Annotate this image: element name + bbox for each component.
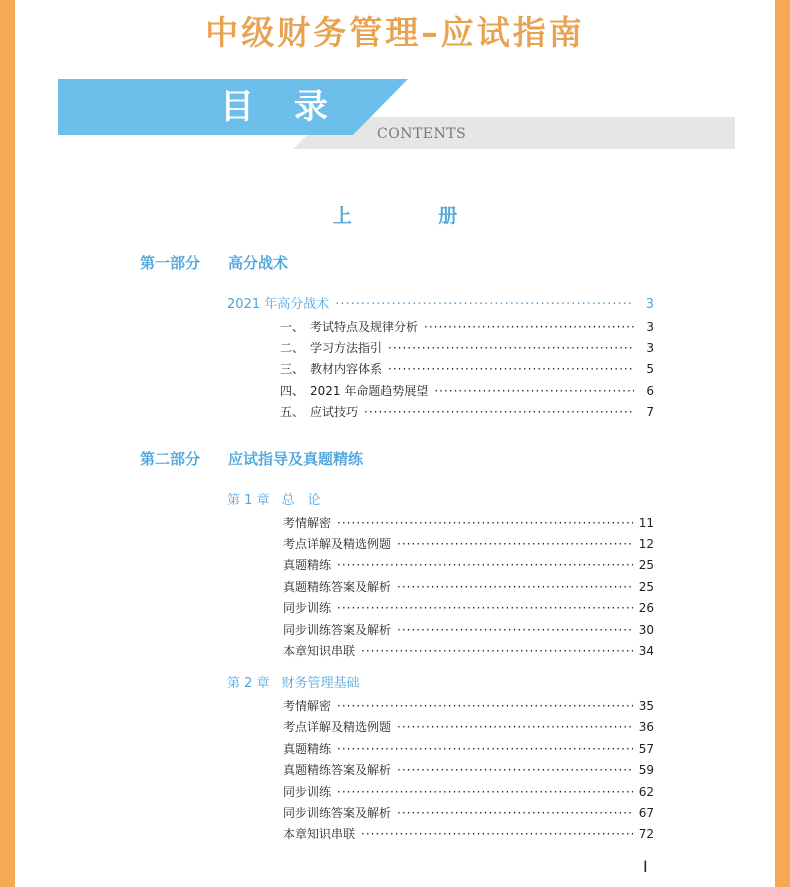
entry-label: 2021 年命题趋势展望 (310, 384, 429, 398)
dot-leader (388, 361, 634, 377)
dot-leader (337, 515, 633, 531)
dot-leader (397, 622, 633, 638)
part-title: 高分战术 (228, 254, 289, 272)
entry-index: 二、 (280, 341, 305, 355)
chapter-number: 第 1 章 (227, 493, 270, 508)
toc-entry[interactable] (283, 719, 654, 735)
page-number: I (643, 857, 648, 876)
entry-page: 12 (638, 537, 654, 551)
entry-page: 5 (646, 362, 654, 376)
book-title: 中级财务管理–应试指南 (205, 13, 585, 52)
dot-leader (337, 600, 633, 616)
toc-entry[interactable] (283, 622, 654, 638)
part-number: 第二部分 (140, 450, 201, 468)
entry-label: 学习方法指引 (310, 341, 383, 355)
entry-page: 11 (638, 516, 654, 530)
entry-page: 57 (638, 742, 654, 756)
chapter-title: 总 论 (281, 493, 321, 508)
entry-label: 本章知识串联 (283, 644, 356, 658)
entry-page: 30 (638, 623, 654, 637)
part-title: 应试指导及真题精练 (228, 450, 364, 468)
toc-entry[interactable] (283, 741, 654, 757)
entry-page: 26 (638, 601, 654, 615)
entry-label: 真题精练答案及解析 (283, 580, 392, 594)
toc-entry[interactable] (283, 762, 654, 778)
toc-page (15, 0, 775, 887)
toc-entry[interactable] (283, 600, 654, 616)
entry-page: 34 (638, 644, 654, 658)
entry-page: 36 (638, 720, 654, 734)
entry-page: 72 (638, 827, 654, 841)
toc-entry[interactable] (283, 643, 654, 659)
entry-index: 四、 (280, 384, 305, 398)
toc-chapter-entry[interactable] (227, 297, 654, 313)
toc-entry[interactable] (283, 536, 654, 552)
toc-entry[interactable] (280, 361, 654, 377)
entry-page: 25 (638, 558, 654, 572)
entry-page: 67 (638, 806, 654, 820)
entry-label: 同步训练 (283, 785, 332, 799)
toc-entry[interactable] (280, 404, 654, 420)
toc-entry[interactable] (283, 826, 654, 842)
dot-leader (397, 536, 633, 552)
toc-entry[interactable] (283, 515, 654, 531)
entry-page: 35 (638, 699, 654, 713)
part-heading (140, 448, 363, 470)
entry-label: 考点详解及精选例题 (283, 720, 392, 734)
entry-index: 三、 (280, 362, 305, 376)
dot-leader (397, 579, 633, 595)
volume-title: 上 册 (332, 205, 498, 227)
entry-label: 同步训练答案及解析 (283, 623, 392, 637)
dot-leader (337, 784, 633, 800)
entry-label: 本章知识串联 (283, 827, 356, 841)
toc-entry[interactable] (283, 805, 654, 821)
chapter-title: 财务管理基础 (281, 676, 360, 691)
dot-leader (397, 762, 633, 778)
toc-entry[interactable] (283, 557, 654, 573)
part-number: 第一部分 (140, 254, 201, 272)
dot-leader (337, 741, 633, 757)
toc-entry[interactable] (280, 340, 654, 356)
entry-page: 3 (646, 341, 654, 355)
chapter-heading[interactable] (227, 676, 360, 692)
entry-page: 3 (645, 297, 654, 312)
entry-page: 3 (646, 320, 654, 334)
toc-entry[interactable] (280, 383, 654, 399)
entry-label: 真题精练 (283, 558, 332, 572)
entry-label: 考情解密 (283, 699, 332, 713)
dot-leader (337, 557, 633, 573)
dot-leader (361, 643, 633, 659)
dot-leader (361, 826, 633, 842)
entry-page: 6 (646, 384, 654, 398)
toc-entry[interactable] (283, 698, 654, 714)
dot-leader (424, 319, 634, 335)
dot-leader (364, 404, 634, 420)
chapter-number: 第 2 章 (227, 676, 270, 691)
dot-leader (397, 719, 633, 735)
toc-entry[interactable] (283, 579, 654, 595)
entry-page: 62 (638, 785, 654, 799)
entry-label: 考试特点及规律分析 (310, 320, 419, 334)
part-heading (140, 252, 288, 274)
dot-leader (434, 383, 634, 399)
entry-label: 考情解密 (283, 516, 332, 530)
dot-leader (388, 340, 634, 356)
toc-entry[interactable] (280, 319, 654, 335)
entry-page: 59 (638, 763, 654, 777)
entry-index: 一、 (280, 320, 305, 334)
dot-leader (335, 297, 634, 313)
toc-entry[interactable] (283, 784, 654, 800)
dot-leader (397, 805, 633, 821)
toc-heading-english: CONTENTS (377, 126, 467, 142)
entry-page: 25 (638, 580, 654, 594)
entry-label: 2021 年高分战术 (227, 297, 330, 312)
chapter-heading[interactable] (227, 493, 321, 509)
entry-label: 真题精练 (283, 742, 332, 756)
toc-heading: 目 录 (220, 87, 342, 127)
entry-page: 7 (646, 405, 654, 419)
entry-label: 同步训练 (283, 601, 332, 615)
entry-label: 应试技巧 (310, 405, 359, 419)
entry-label: 同步训练答案及解析 (283, 806, 392, 820)
entry-label: 考点详解及精选例题 (283, 537, 392, 551)
entry-index: 五、 (280, 405, 305, 419)
entry-label: 教材内容体系 (310, 362, 383, 376)
dot-leader (337, 698, 633, 714)
entry-label: 真题精练答案及解析 (283, 763, 392, 777)
